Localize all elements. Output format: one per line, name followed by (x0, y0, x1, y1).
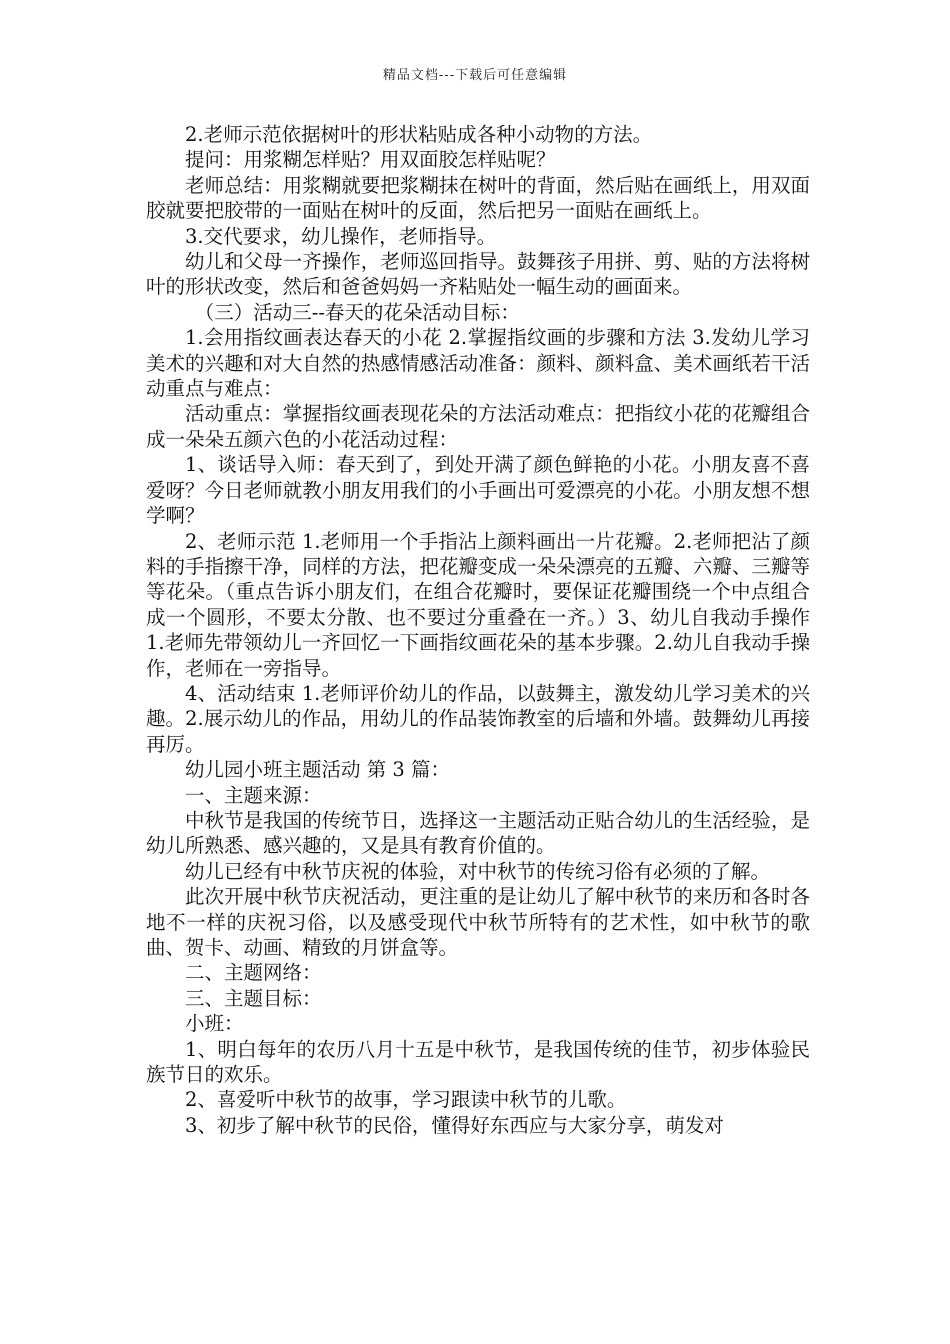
section-heading: 二、主题网络： (185, 961, 322, 985)
paragraph: 3.交代要求，幼儿操作，老师指导。 (185, 224, 497, 248)
paragraph: 1、明白每年的农历八月十五是中秋节，是我国传统的佳节，初步体验民族节日的欢乐。 (146, 1037, 810, 1087)
section-heading: 一、主题来源： (185, 783, 322, 807)
section-heading: （三）活动三--春天的花朵活动目标： (194, 300, 520, 324)
document-body (146, 122, 810, 1138)
paragraph: 幼儿已经有中秋节庆祝的体验，对中秋节的传统习俗有必须的了解。 (185, 859, 771, 883)
paragraph: 2、老师示范 1.老师用一个手指沾上颜料画出一片花瓣。2.老师把沾了颜料的手指擦干净，同样的方法，把花瓣变成一朵朵漂亮的五瓣、六瓣、三瓣等等花朵。（重点告诉小朋友们，在组合花瓣时，要保证花瓣围绕一个中点组合成一个圆形，不要太分散、也不要过分重叠在一齐。）3、幼儿自我动手操作 1.老师先带领幼儿一齐回忆一下画指纹画花朵的基本步骤。2.幼儿自我动手操作，老师在一旁指导。 (146, 529, 810, 680)
section-heading: 小班： (185, 1012, 244, 1036)
page-header: 精品文档---下载后可任意编辑 (382, 68, 568, 83)
paragraph: 3、初步了解中秋节的民俗，懂得好东西应与大家分享，萌发对 (185, 1113, 724, 1137)
paragraph: 2、喜爱听中秋节的故事，学习跟读中秋节的儿歌。 (185, 1088, 627, 1112)
paragraph: 活动重点：掌握指纹画表现花朵的方法活动难点：把指纹小花的花瓣组合成一朵朵五颜六色的小花活动过程： (146, 402, 810, 451)
paragraph: 4、活动结束 1.老师评价幼儿的作品，以鼓舞主，激发幼儿学习美术的兴趣。2.展示幼儿的作品，用幼儿的作品装饰教室的后墙和外墙。鼓舞幼儿再接再厉。 (146, 681, 810, 756)
section-heading: 三、主题目标： (185, 986, 322, 1010)
paragraph: 提问：用浆糊怎样贴？用双面胶怎样贴呢？ (185, 148, 556, 172)
paragraph: 老师总结：用浆糊就要把浆糊抹在树叶的背面，然后贴在画纸上，用双面胶就要把胶带的一面贴在树叶的反面，然后把另一面贴在画纸上。 (146, 173, 810, 223)
paragraph: 中秋节是我国的传统节日，选择这一主题活动正贴合幼儿的生活经验，是幼儿所熟悉、感兴趣的，又是具有教育价值的。 (146, 808, 810, 858)
paragraph: 1.会用指纹画表达春天的小花 2.掌握指纹画的步骤和方法 3.发幼儿学习美术的兴趣和对大自然的热感情感活动准备：颜料、颜料盒、美术画纸若干活动重点与难点： (146, 326, 810, 401)
paragraph: 此次开展中秋节庆祝活动，更注重的是让幼儿了解中秋节的来历和各时各地不一样的庆祝习俗，以及感受现代中秋节所特有的艺术性，如中秋节的歌曲、贺卡、动画、精致的月饼盒等。 (146, 885, 810, 959)
paragraph: 2.老师示范依据树叶的形状粘贴成各种小动物的方法。 (185, 123, 653, 146)
article-title: 幼儿园小班主题活动 第 3 篇： (185, 758, 451, 782)
paragraph: 1、谈话导入师：春天到了，到处开满了颜色鲜艳的小花。小朋友喜不喜爱呀？今日老师就教小朋友用我们的小手画出可爱漂亮的小花。小朋友想不想学啊？ (146, 453, 810, 528)
paragraph: 幼儿和父母一齐操作，老师巡回指导。鼓舞孩子用拼、剪、贴的方法将树叶的形状改变，然后和爸爸妈妈一齐粘贴处一幅生动的画面来。 (146, 250, 810, 299)
